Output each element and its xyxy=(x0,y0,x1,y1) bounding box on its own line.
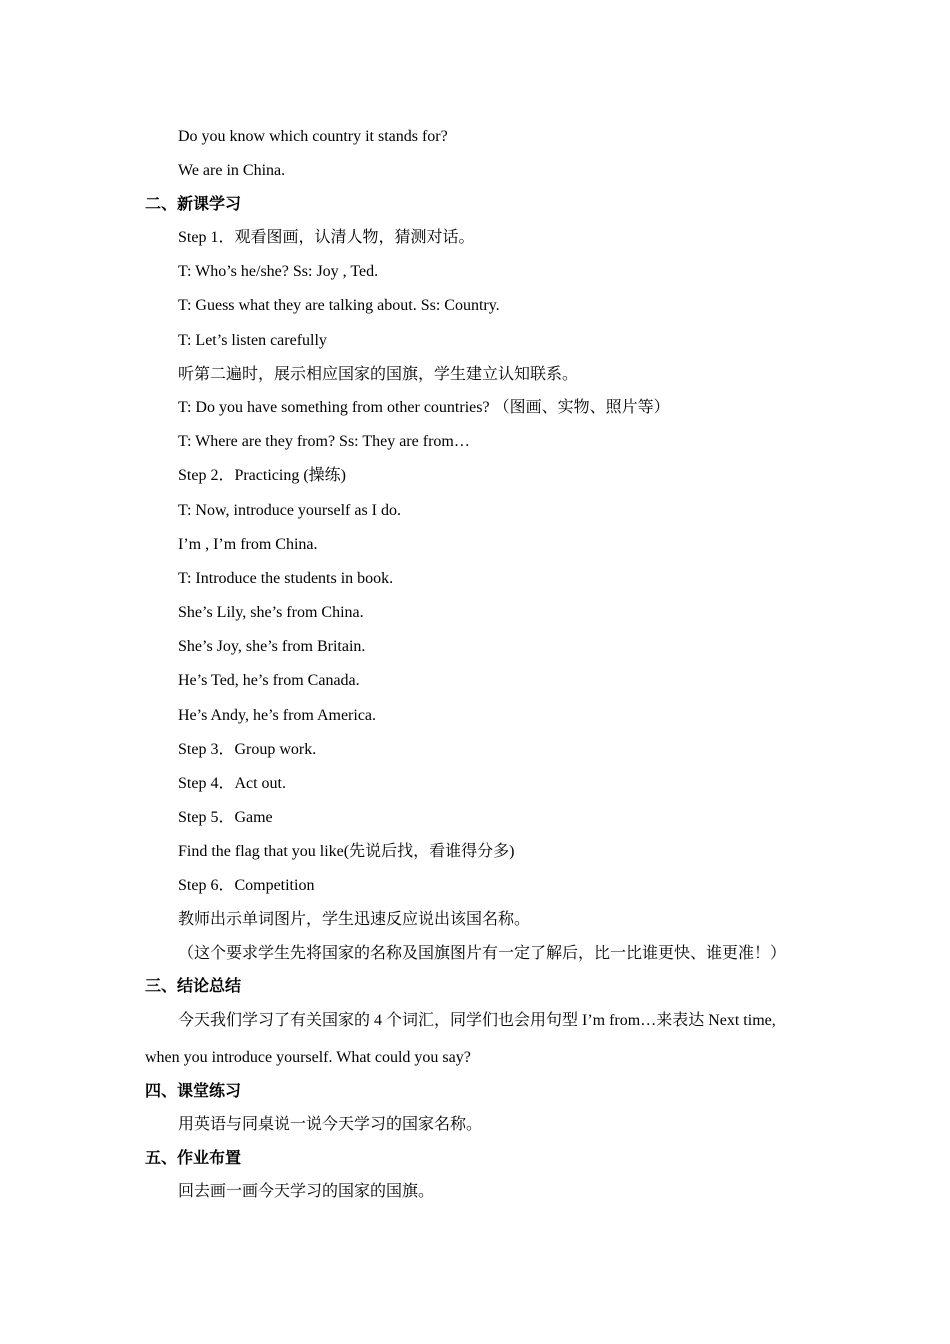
step-2-line: Step 2．Practicing (操练) xyxy=(178,467,346,484)
instruction-line: 听第二遍时，展示相应国家的国旗，学生建立认知联系。 xyxy=(178,366,579,383)
dialogue-line: T: Guess what they are talking about. Ss: Country. xyxy=(178,297,500,314)
dialogue-line: T: Where are they from? Ss: They are from… xyxy=(178,433,470,450)
intro-question: Do you know which country it stands for? xyxy=(178,128,448,145)
dialogue-line: T: Who’s he/she? Ss: Joy , Ted. xyxy=(178,263,379,280)
game-instruction: Find the flag that you like(先说后找，看谁得分多) xyxy=(178,843,515,860)
note-line: （这个要求学生先将国家的名称及国旗图片有一定了解后，比一比谁更快、谁更准！） xyxy=(178,945,787,962)
step-1-line: Step 1．观看图画，认清人物，猜测对话。 xyxy=(178,229,475,246)
instruction-line: 教师出示单词图片，学生迅速反应说出该国名称。 xyxy=(178,911,531,928)
example-line: She’s Lily, she’s from China. xyxy=(178,604,364,621)
dialogue-line: T: Now, introduce yourself as I do. xyxy=(178,502,401,519)
example-line: I’m , I’m from China. xyxy=(178,536,318,553)
section-heading-summary: 三、结论总结 xyxy=(145,978,242,995)
step-3-line: Step 3．Group work. xyxy=(178,741,317,758)
dialogue-line: T: Introduce the students in book. xyxy=(178,570,394,587)
section-heading-new-lesson: 二、新课学习 xyxy=(145,196,242,213)
dialogue-line: T: Do you have something from other countries? （图画、实物、照片等） xyxy=(178,399,670,416)
step-5-line: Step 5．Game xyxy=(178,809,273,826)
step-6-line: Step 6．Competition xyxy=(178,877,315,894)
example-line: He’s Andy, he’s from America. xyxy=(178,707,377,724)
summary-line-1: 今天我们学习了有关国家的 4 个词汇，同学们也会用句型 I’m from…来表达 Next time, xyxy=(178,1012,776,1029)
section-heading-practice: 四、课堂练习 xyxy=(145,1083,242,1100)
intro-answer: We are in China. xyxy=(178,162,286,179)
summary-line-2: when you introduce yourself. What could you say? xyxy=(145,1049,471,1066)
dialogue-line: T: Let’s listen carefully xyxy=(178,332,327,349)
section-heading-homework: 五、作业布置 xyxy=(145,1150,242,1167)
example-line: He’s Ted, he’s from Canada. xyxy=(178,672,360,689)
step-4-line: Step 4．Act out. xyxy=(178,775,286,792)
example-line: She’s Joy, she’s from Britain. xyxy=(178,638,366,655)
practice-line: 用英语与同桌说一说今天学习的国家名称。 xyxy=(178,1116,483,1133)
homework-line: 回去画一画今天学习的国家的国旗。 xyxy=(178,1183,435,1200)
